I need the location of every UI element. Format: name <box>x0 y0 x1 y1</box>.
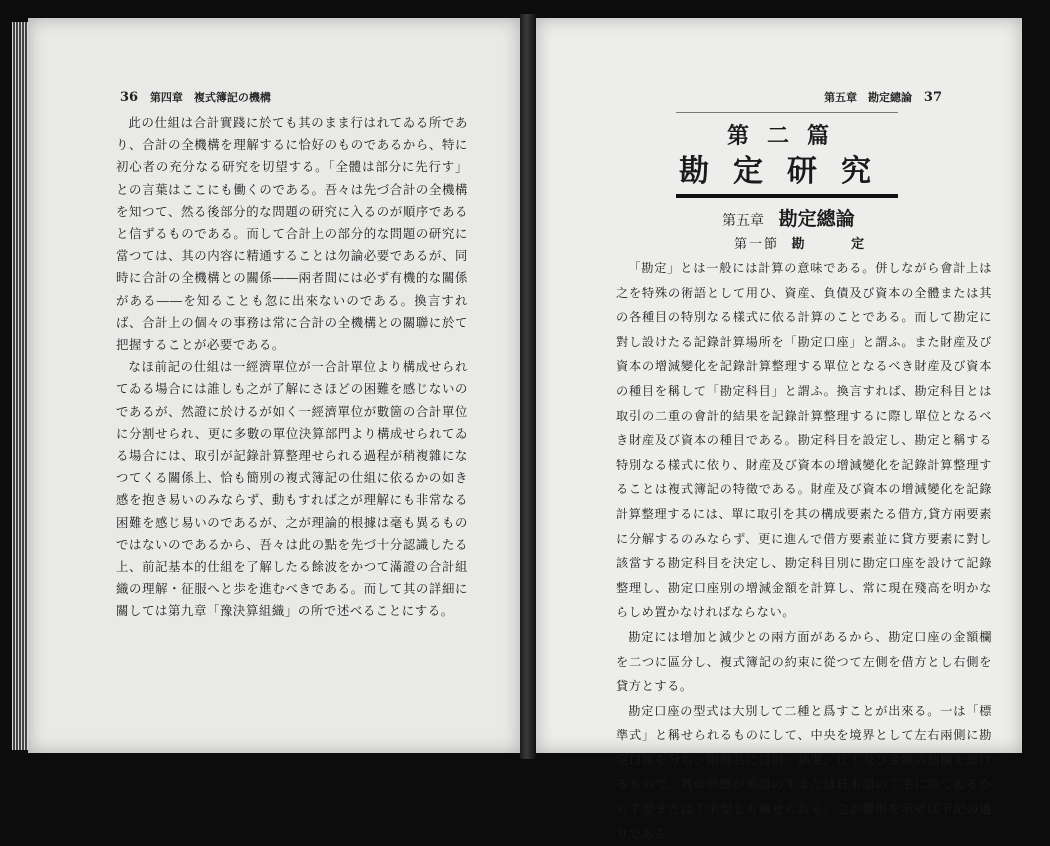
book-gutter <box>520 14 536 759</box>
left-running-head <box>112 89 271 105</box>
part-title: 第二篇 <box>676 112 898 150</box>
left-running-head-text: 第四章 複式簿記の機構 <box>149 91 271 104</box>
right-paragraph-3: 勘定口座の型式は大別して二種と爲すことが出來る。一は「標準式」と稱せられるものにして、中央を境界として左右兩側に勘定口座を分ち、兩側共に日附，摘要，仕丁及び金額の諸欄を設けるもので、其の形態が英語のＴまたは日本語の丁字に似てゐるからＴ型または丁字型とも稱せられる。之が雛形を示せば下記の通りである。 <box>616 703 992 841</box>
left-page-number: 36 <box>120 90 139 105</box>
chapter-title-text: 勘定總論 <box>778 208 855 230</box>
right-running-head-text: 第五章 勘定總論 <box>824 91 913 104</box>
part-heading: 勘定研究 <box>676 146 898 198</box>
section-title-part-b: 定 <box>851 237 867 252</box>
right-paragraph-2: 勘定には增加と減少との兩方面があるから、勘定口座の金額欄を二つに區分し、複式簿記の約束に從つて左側を借方とし右側を貸方とする。 <box>616 629 992 694</box>
left-paragraph-2: なほ前記の仕組は一經濟單位が一合計單位より構成せられてゐる場合には誰しも之が了解にさほどの困難を感じないのであるが、然證に於けるが如く一經濟單位が數箇の合計單位に分割せられ、更に多數の單位決算部門より構成せられてゐる場合には、取引が記錄計算整理せられる過程が稍複雜になつてくる關係上、恰も簡別の複式簿記の仕組に依るかの如き感を抱き易いのみならず、動もすれば之が理解にも非常なる困難を感じ易いのであるが、之が理論的根據は毫も異るものではないのであるから、吾々は此の點を先づ十分認識したる上、前記基本的仕組を了解したる餘波をかつて滿證の合計組織の理解・征服へと歩を進むべきである。而して其の詳細に關しては第九章「豫決算組織」の所で述べることにする。 <box>116 359 468 619</box>
left-paragraph-1: 此の仕組は合計實踐に於ても其のまま行はれてゐる所であり、合計の全機構を理解するに恰好のものであるから、特に初心者の充分なる研究を切望する。「全體は部分に先行す」との言葉はここにも働くのである。吾々は先づ合計の全機構を知つて、然る後部分的な問題の研究に入るのが順序であると信ずるものである。而して合計上の部分的な問題の研究に當つては、其の内容に精通することは勿論必要であるが、同時に合計の全機構との關係――兩者間には必ず有機的な關係がある――を知ることも忽に出來ないのである。換言すれば、合計上の個々の事務は常に合計の全機構との關聯に於て把握することが必要である。 <box>116 115 468 353</box>
page-stack-edge <box>12 22 28 750</box>
section-title-part-a: 勘 <box>791 237 807 252</box>
section-number: 第一節 <box>734 237 780 252</box>
right-page <box>536 18 1022 841</box>
left-body-text <box>116 112 468 623</box>
left-page <box>28 18 520 753</box>
chapter-number: 第五章 <box>722 213 764 229</box>
section-title <box>734 233 866 252</box>
right-body-text <box>616 256 992 846</box>
right-page-number: 37 <box>923 90 942 105</box>
chapter-title <box>722 204 855 231</box>
right-paragraph-1: 「勘定」とは一般には計算の意味である。併しながら會計上は之を特殊の術語として用ひ、資産、負債及び資本の全體または其の各種目の特別なる樣式に依る計算のことである。而して勘定に對し設けたる記錄計算場所を「勘定口座」と謂ふ。また財産及び資本の增減變化を記錄計算整理する單位となるべき財産及び資本の種目を稱して「勘定科目」と謂ふ。換言すれば、勘定科目とは取引の二重の會計的結果を記錄計算整理するに際し單位となるべき財産及び資本の種目である。勘定科目を設定し、勘定と稱する特別なる樣式に依り、財産及び資本の增減變化を記錄計算整理することは複式簿記の特徵である。財産及び資本の增減變化を記錄計算整理するには、單に取引を其の構成要素たる借方,貸方兩要素に分解するのみならず、更に進んで借方要素並に貸方要素に對し該當する勘定科目を決定し、勘定科目別に勘定口座を設けて記錄整理し、勘定口座別の增減金額を計算し、常に現在殘高を明かならしめ置かなければならない。 <box>616 261 992 620</box>
right-running-head <box>824 89 950 105</box>
